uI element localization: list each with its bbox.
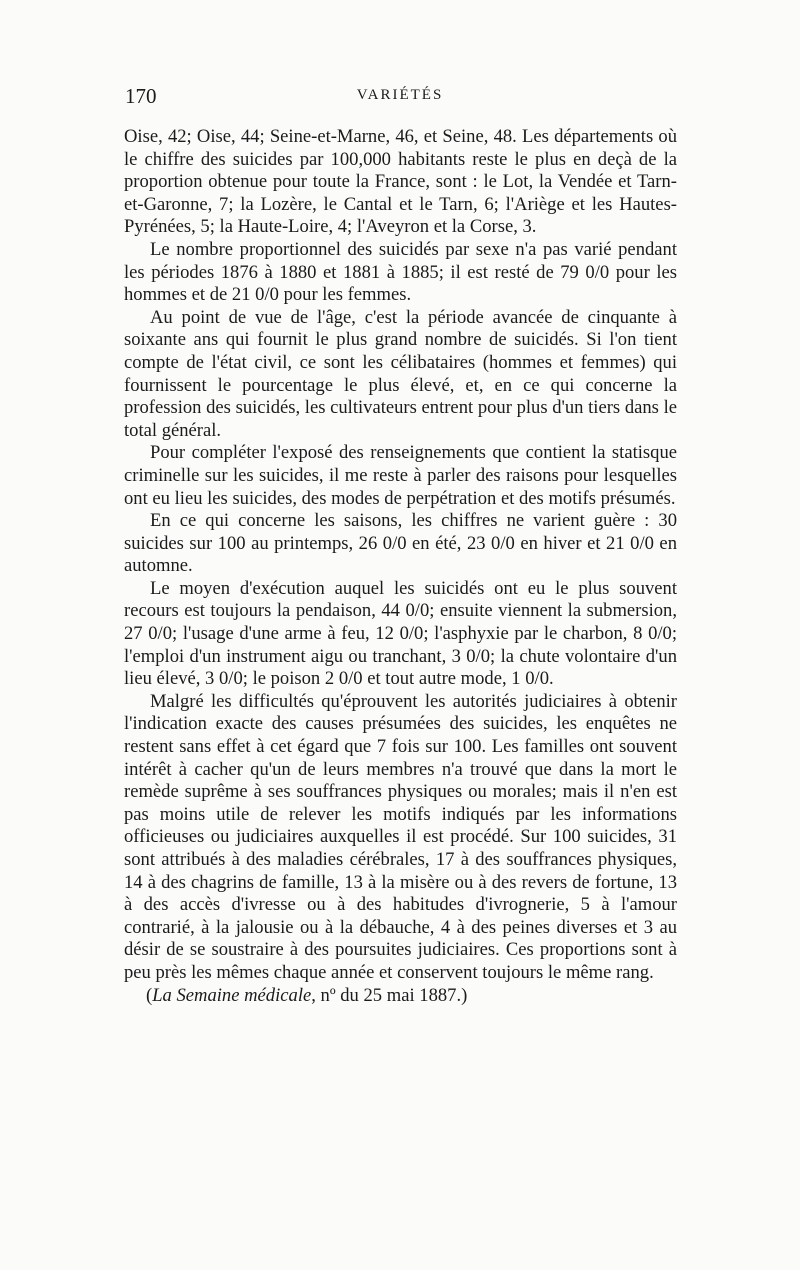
paragraph-age: Au point de vue de l'âge, c'est la période avancée de cinquante à soixante ans qui fournit le plus grand nombre de suicidés. Si l'on tient compte de l'état civil, ce sont les célibataires (hommes et femmes) qui fournissent le pourcentage le plus élevé, et, en ce qui concerne la profession des suicidés, les cultivateurs entrent pour plus d'un tiers dans le total général.	[124, 306, 677, 441]
paragraph-departements: Oise, 42; Oise, 44; Seine-et-Marne, 46, et Seine, 48. Les départements où le chiffre des suicides par 100,000 habitants reste le plus en deçà de la proportion obtenue pour toute la France, sont : le Lot, la Vendée et Tarn-et-Garonne, 7; la Lozère, le Cantal et le Tarn, 6; l'Ariège et les Hautes-Pyrénées, 5; la Haute-Loire, 4; l'Aveyron et la Corse, 3.	[124, 126, 677, 238]
paragraph-saisons: En ce qui concerne les saisons, les chiffres ne varient guère : 30 suicides sur 100 au printemps, 26 0/0 en été, 23 0/0 en hiver et 21 0/0 en automne.	[124, 510, 677, 577]
page-number: 170	[125, 84, 157, 108]
source-citation	[124, 985, 677, 1008]
journal-title: La Semaine médicale	[152, 984, 312, 1006]
paragraph-expose: Pour compléter l'exposé des renseignements que contient la statisque criminelle sur les suicides, il me reste à parler des raisons pour lesquelles ont eu lieu les suicides, des modes de perpétration et des motifs présumés.	[124, 442, 677, 509]
running-head: VARIÉTÉS	[356, 87, 444, 103]
paragraph-sexe: Le nombre proportionnel des suicidés par sexe n'a pas varié pendant les périodes 1876 à 1880 et 1881 à 1885; il est resté de 79 0/0 pour les hommes et de 21 0/0 pour les femmes.	[124, 238, 677, 306]
body-text	[124, 126, 677, 1007]
page-header	[125, 84, 675, 110]
paragraph-moyens: Le moyen d'exécution auquel les suicidés ont eu le plus souvent recours est toujours la pendaison, 44 0/0; ensuite viennent la submersion, 27 0/0; l'usage d'une arme à feu, 12 0/0; l'asphyxie par le charbon, 8 0/0; l'emploi d'un instrument aigu ou tranchant, 3 0/0; la chute volontaire d'un lieu élevé, 3 0/0; le poison 2 0/0 et tout autre mode, 1 0/0.	[124, 577, 677, 690]
citation-open: (	[146, 984, 153, 1006]
citation-issue: , nº du 25 mai 1887.)	[311, 984, 468, 1006]
paragraph-motifs: Malgré les difficultés qu'éprouvent les autorités judiciaires à obtenir l'indication exacte des causes présumées des suicides, les enquêtes ne restent sans effet à cet égard que 7 fois sur 100. Les familles ont souvent intérêt à cacher qu'un de leurs membres n'a trouvé que dans la mort le remède suprême à ses souffrances physiques ou morales; mais il n'en est pas moins utile de relever les motifs indiqués par les informations officieuses ou judiciaires auxquelles il est procédé. Sur 100 suicides, 31 sont attribués à des maladies cérébrales, 17 à des souffrances physiques, 14 à des chagrins de famille, 13 à la misère ou à des revers de fortune, 13 à des accès d'ivresse ou à des habitudes d'ivrognerie, 5 à l'amour contrarié, à la jalousie ou à la débauche, 4 à des peines diverses et 3 au désir de se soustraire à des poursuites judiciaires. Ces proportions sont à peu près les mêmes chaque année et conservent toujours le même rang.	[124, 690, 677, 983]
